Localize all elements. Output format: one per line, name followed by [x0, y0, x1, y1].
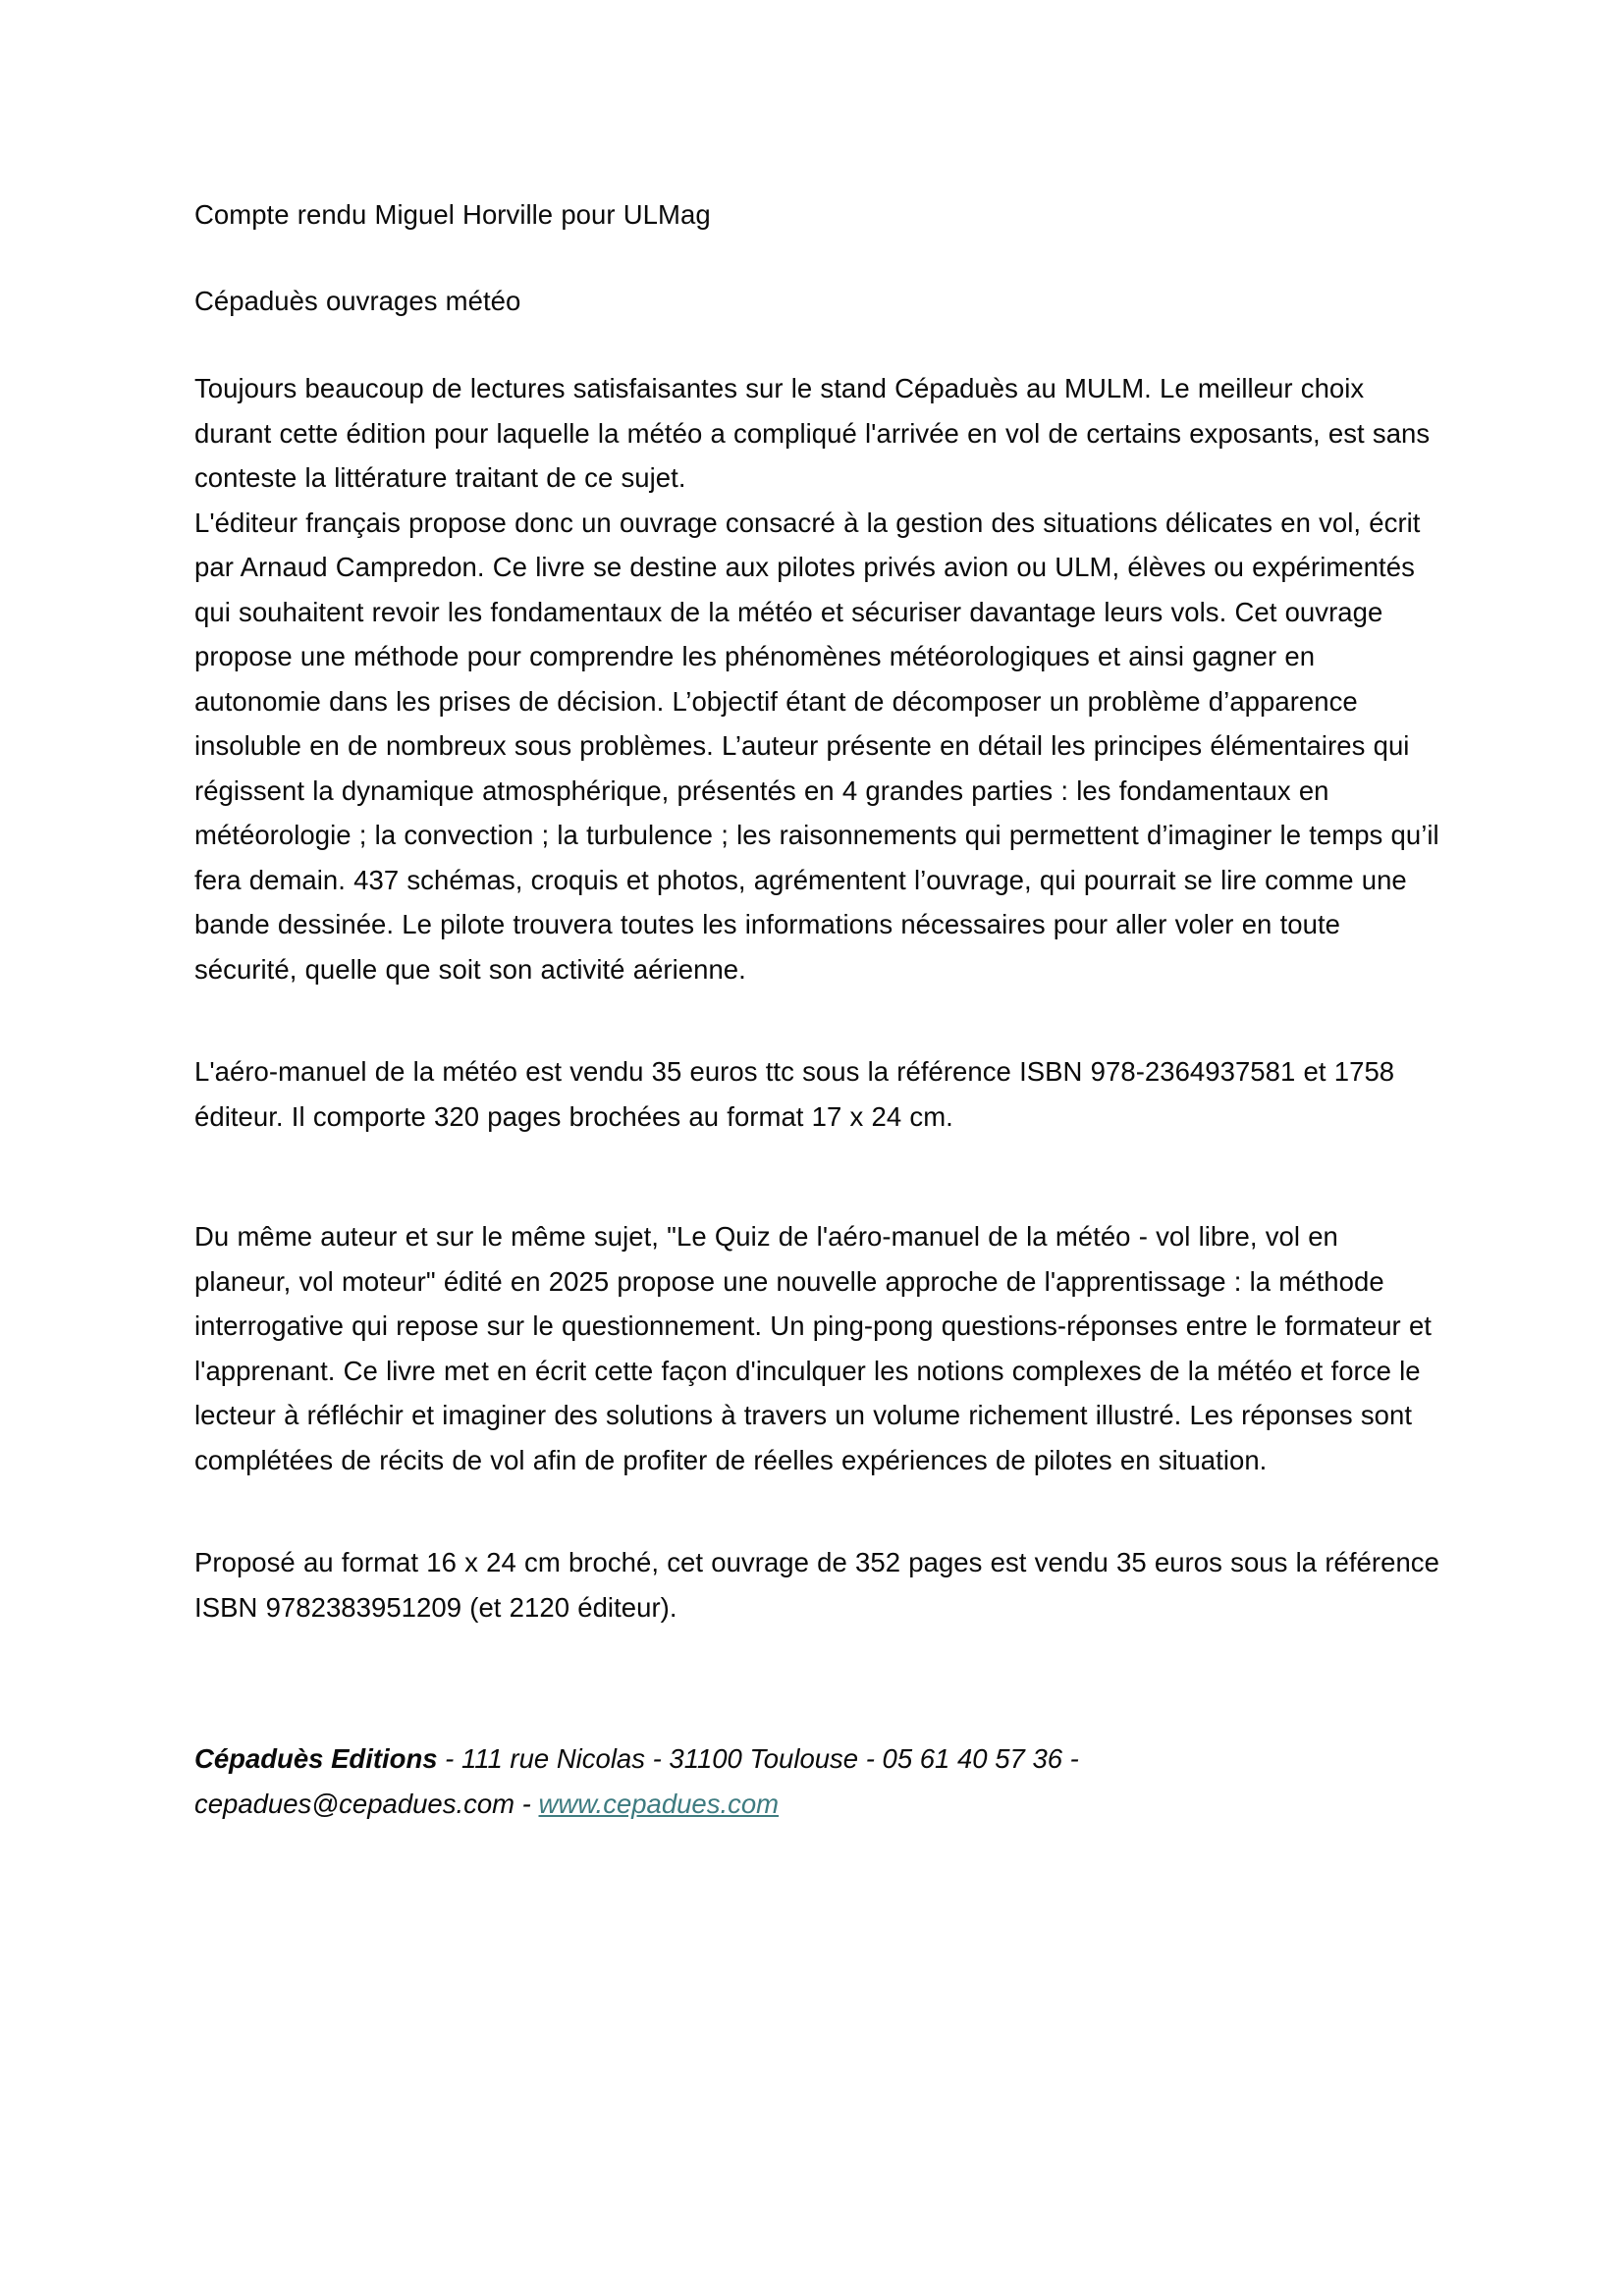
publisher-name: Cépaduès Editions: [194, 1743, 438, 1774]
paragraph-second-book: Du même auteur et sur le même sujet, "Le Quiz de l'aéro-manuel de la météo - vol libre, vol en planeur, vol moteur" édité en 2025 propose une nouvelle approche de l'apprentissage : la méthode interrogative qui repose sur le questionnement. Un ping-pong questions-réponses entre le formateur et l'apprenant. Ce livre met en écrit cette façon d'inculquer les notions complexes de la météo et force le lecteur à réfléchir et imaginer des solutions à travers un volume richement illustré. Les réponses sont complétées de récits de vol afin de profiter de réelles expériences de pilotes en situation.: [194, 1221, 1440, 1475]
paragraph-intro: Toujours beaucoup de lectures satisfaisantes sur le stand Cépaduès au MULM. Le meilleur choix durant cette édition pour laquelle la météo a compliqué l'arrivée en vol de certains exposants, est sans conteste la littérature traitant de ce sujet.: [194, 373, 1438, 493]
page-title: Compte rendu Miguel Horville pour ULMag: [194, 199, 711, 230]
paragraph-body-main: L'éditeur français propose donc un ouvrage consacré à la gestion des situations délicates en vol, écrit par Arnaud Campredon. Ce livre se destine aux pilotes privés avion ou ULM, élèves ou expérimentés qui souhaitent revoir les fondamentaux de la météo et sécuriser davantage leurs vols. Cet ouvrage propose une méthode pour comprendre les phénomènes météorologiques et ainsi gagner en autonomie dans les prises de décision. L’objectif étant de décomposer un problème d’apparence insoluble en de nombreux sous problèmes. L’auteur présente en détail les principes élémentaires qui régissent la dynamique atmosphérique, présentés en 4 grandes parties : les fondamentaux en météorologie ; la convection ; la turbulence ; les raisonnements qui permettent d’imaginer le temps qu’il fera demain. 437 schémas, croquis et photos, agrémentent l’ouvrage, qui pourrait se lire comme une bande dessinée. Le pilote trouvera toutes les informations nécessaires pour aller voler en toute sécurité, quelle que soit son activité aérienne.: [194, 507, 1447, 985]
document-subtitle: Cépaduès ouvrages météo: [194, 285, 521, 316]
paragraph-price-second-book: Proposé au format 16 x 24 cm broché, cet ouvrage de 352 pages est vendu 35 euros sous la référence ISBN 9782383951209 (et 2120 éditeur).: [194, 1547, 1448, 1623]
spacer: [194, 1022, 1441, 1049]
footer-separator: -: [514, 1788, 539, 1819]
publisher-email[interactable]: cepadues@cepadues.com: [194, 1788, 515, 1819]
publisher-website-link[interactable]: www.cepadues.com: [538, 1788, 780, 1819]
spacer: [194, 1169, 1441, 1214]
publisher-address: - 111 rue Nicolas - 31100 Toulouse - 05 61 40 57 36 -: [437, 1743, 1079, 1774]
spacer: [194, 1513, 1441, 1540]
paragraph-price-first-book: L'aéro-manuel de la météo est vendu 35 euros ttc sous la référence ISBN 978-2364937581 et 1758 éditeur. Il comporte 320 pages brochées au format 17 x 24 cm.: [194, 1056, 1403, 1132]
document-content: [194, 192, 1448, 1826]
publisher-footer: [194, 1736, 1441, 1826]
spacer: [194, 1660, 1441, 1736]
